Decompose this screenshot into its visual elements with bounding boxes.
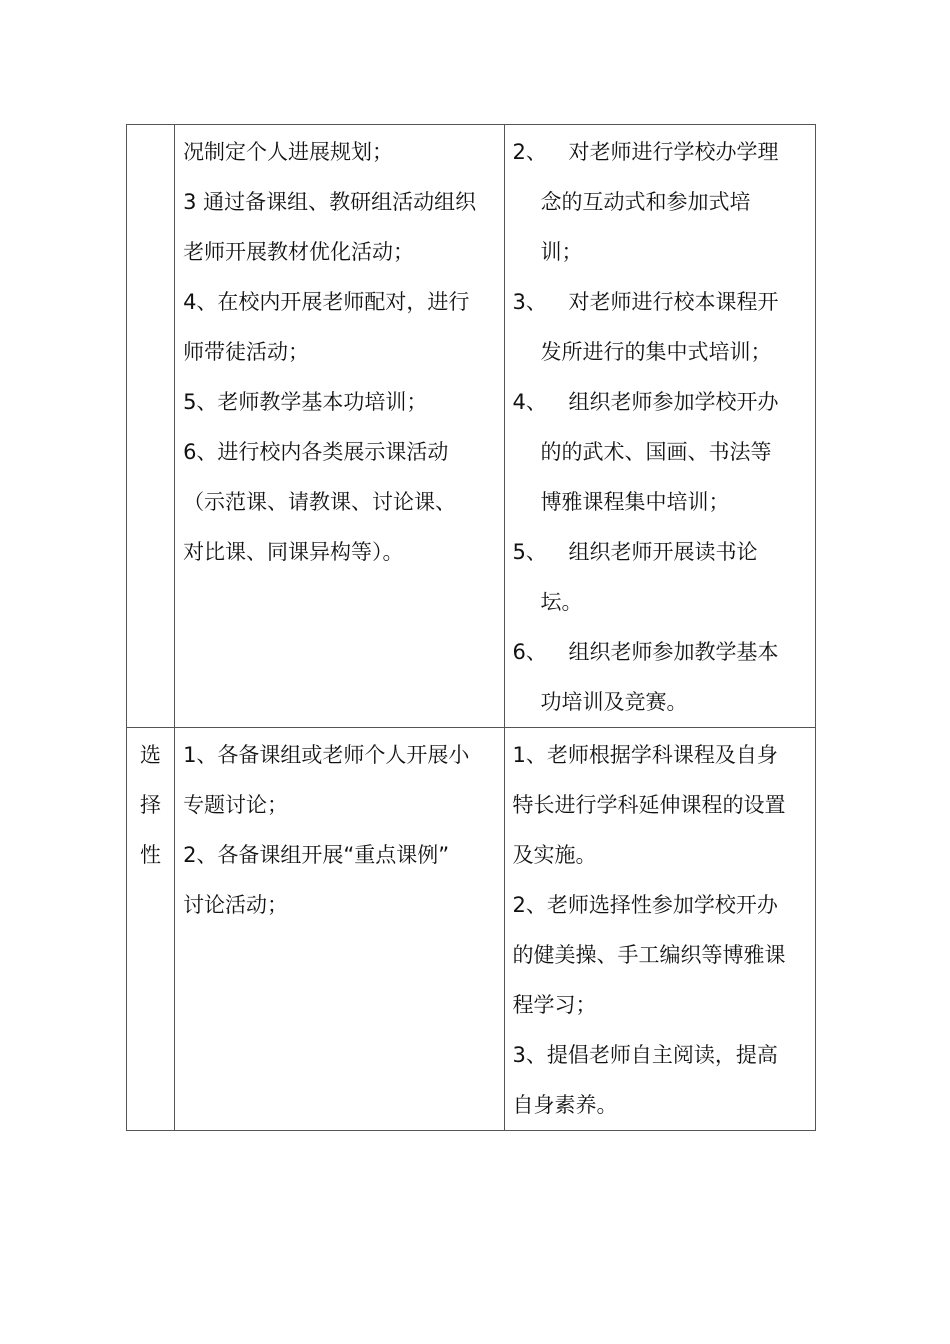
list-item xyxy=(505,127,815,177)
text-line: 专题讨论； xyxy=(183,793,289,817)
list-text: 的的武术、国画、书法等 xyxy=(540,440,772,464)
table-row xyxy=(127,125,816,728)
text-line: 2、各备课组开展“重点课例” xyxy=(183,843,450,867)
list-text: 发所进行的集中式培训； xyxy=(540,340,772,364)
text-line: 5、老师教学基本功培训； xyxy=(183,390,428,414)
text-line: 对比课、同课异构等）。 xyxy=(183,540,404,564)
list-text: 对老师进行校本课程开 xyxy=(568,290,779,314)
list-text: 组织老师参加学校开办 xyxy=(568,390,779,414)
list-number: 3、 xyxy=(512,290,547,314)
list-item xyxy=(505,627,815,677)
text-line: 自身素养。 xyxy=(512,1093,618,1117)
list-item xyxy=(505,427,815,477)
text-line: 老师开展教材优化活动； xyxy=(183,240,415,264)
text-line: 及实施。 xyxy=(512,843,597,867)
text-line: 6、进行校内各类展示课活动 xyxy=(183,440,449,464)
list-number: 6、 xyxy=(512,640,547,664)
school-activities-cell xyxy=(175,728,504,1131)
list-item xyxy=(505,327,815,377)
list-text: 对老师进行学校办学理 xyxy=(568,140,779,164)
text-line: 性 xyxy=(140,843,162,867)
list-text: 组织老师开展读书论 xyxy=(568,540,758,564)
list-number: 5、 xyxy=(512,540,547,564)
text-line: 况制定个人进展规划； xyxy=(183,140,394,164)
text-line: 1、各备课组或老师个人开展小 xyxy=(183,743,470,767)
text-line: 4、在校内开展老师配对，进行 xyxy=(183,290,470,314)
list-text: 念的互动式和参加式培 xyxy=(540,190,751,214)
list-text: 组织老师参加教学基本 xyxy=(568,640,779,664)
list-item xyxy=(505,177,815,227)
list-item xyxy=(505,527,815,577)
list-number: 2、 xyxy=(512,140,547,164)
teacher-training-cell xyxy=(504,125,815,728)
table-row xyxy=(127,728,816,1131)
text-line: 讨论活动； xyxy=(183,893,289,917)
text-line: 3 通过备课组、教研组活动组织 xyxy=(183,190,477,214)
list-item xyxy=(505,677,815,727)
text-line: （示范课、请教课、讨论课、 xyxy=(183,490,457,514)
category-cell xyxy=(127,125,175,728)
list-text: 博雅课程集中培训； xyxy=(540,490,730,514)
text-line: 的健美操、手工编织等博雅课 xyxy=(512,943,786,967)
text-line: 2、老师选择性参加学校开办 xyxy=(512,893,778,917)
text-line: 3、提倡老师自主阅读，提高 xyxy=(512,1043,778,1067)
text-line: 1、老师根据学科课程及自身 xyxy=(512,743,778,767)
list-item xyxy=(505,227,815,277)
list-item xyxy=(505,577,815,627)
list-text: 功培训及竞赛。 xyxy=(540,690,688,714)
category-cell xyxy=(127,728,175,1131)
list-text: 训； xyxy=(540,240,583,264)
list-item xyxy=(505,477,815,527)
school-activities-cell xyxy=(175,125,504,728)
teacher-training-cell xyxy=(504,728,815,1131)
text-line: 师带徒活动； xyxy=(183,340,310,364)
training-plan-table xyxy=(126,124,816,1131)
text-line: 程学习； xyxy=(512,993,597,1017)
list-text: 坛。 xyxy=(540,590,583,614)
text-line: 择 xyxy=(140,793,162,817)
list-number: 4、 xyxy=(512,390,547,414)
text-line: 选 xyxy=(140,743,162,767)
list-item xyxy=(505,277,815,327)
text-line: 特长进行学科延伸课程的设置 xyxy=(512,793,786,817)
list-item xyxy=(505,377,815,427)
